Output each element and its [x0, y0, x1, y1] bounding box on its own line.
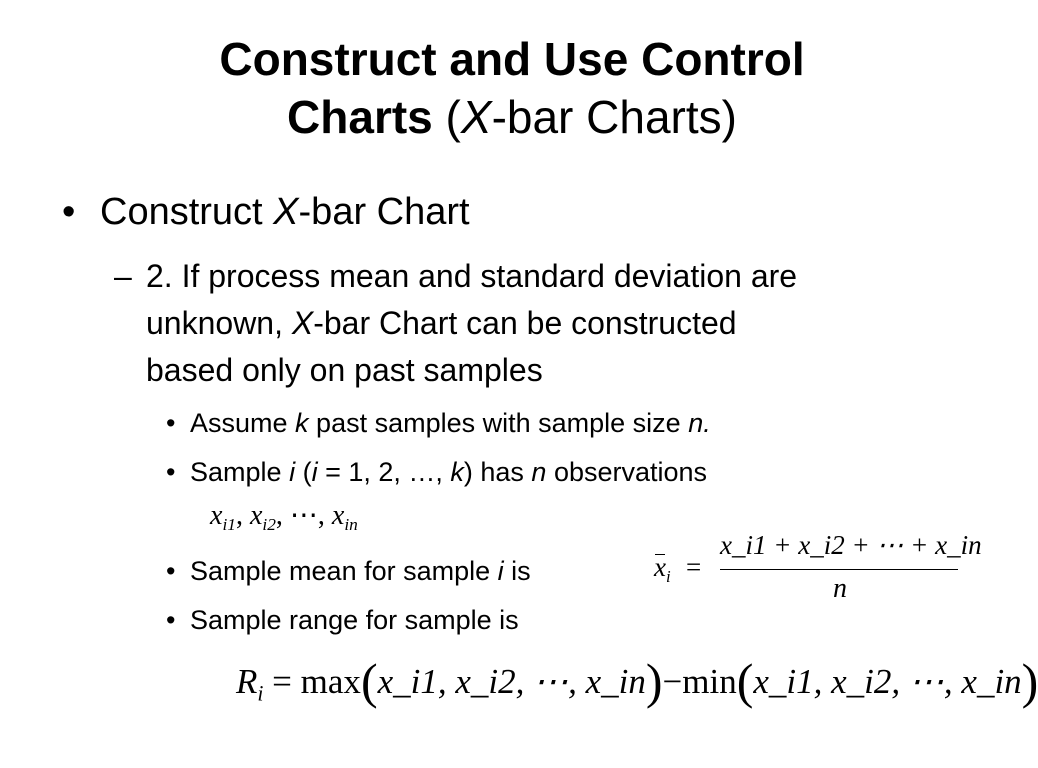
title-line-1: Construct and Use Control: [219, 33, 805, 85]
mean-denominator: n: [833, 573, 847, 604]
observations-formula: $x_{i1}$, $x_{i2}$, ⋯, $x_{in}$: [210, 500, 358, 535]
equals-sign: =: [686, 552, 702, 582]
bullet-dot: •: [166, 408, 176, 438]
dash-line-1: 2. If process mean and standard deviation are: [146, 258, 798, 294]
bullet-dot: •: [166, 556, 176, 586]
fraction-bar: [720, 569, 958, 570]
sub-bullet-text: Sample range for sample is: [190, 605, 519, 635]
dash-line-3: based only on past samples: [146, 352, 543, 388]
dash-item-unknown-params: [114, 253, 984, 394]
sub-bullet-text: Sample mean for sample i is: [190, 556, 531, 586]
mean-lhs: $x_i$: [654, 552, 671, 586]
bullet-dot: •: [62, 191, 76, 233]
sample-mean-formula: [654, 530, 982, 610]
bullet-dot: •: [166, 605, 176, 635]
dash-line-2: unknown, X-bar Chart can be constructed: [146, 305, 737, 341]
title-line-2: Charts (X-bar Charts): [287, 91, 737, 143]
sample-range-formula: $R_i$ = max(x_i1, x_i2, ⋯, x_in)−min(x_i1, x_i2, ⋯, x_in): [236, 653, 1038, 709]
slide-title: [0, 30, 1024, 146]
mean-numerator: x_i1 + x_i2 + ⋯ + x_in: [720, 530, 982, 560]
sub-bullet-text: Assume k past samples with sample size n.: [190, 408, 711, 438]
sub-bullet-text: Sample i (i = 1, 2, …, k) has n observations: [190, 457, 708, 487]
dash-marker: –: [114, 258, 132, 294]
bullet-text: Construct X-bar Chart: [100, 191, 470, 233]
bullet-dot: •: [166, 457, 176, 487]
